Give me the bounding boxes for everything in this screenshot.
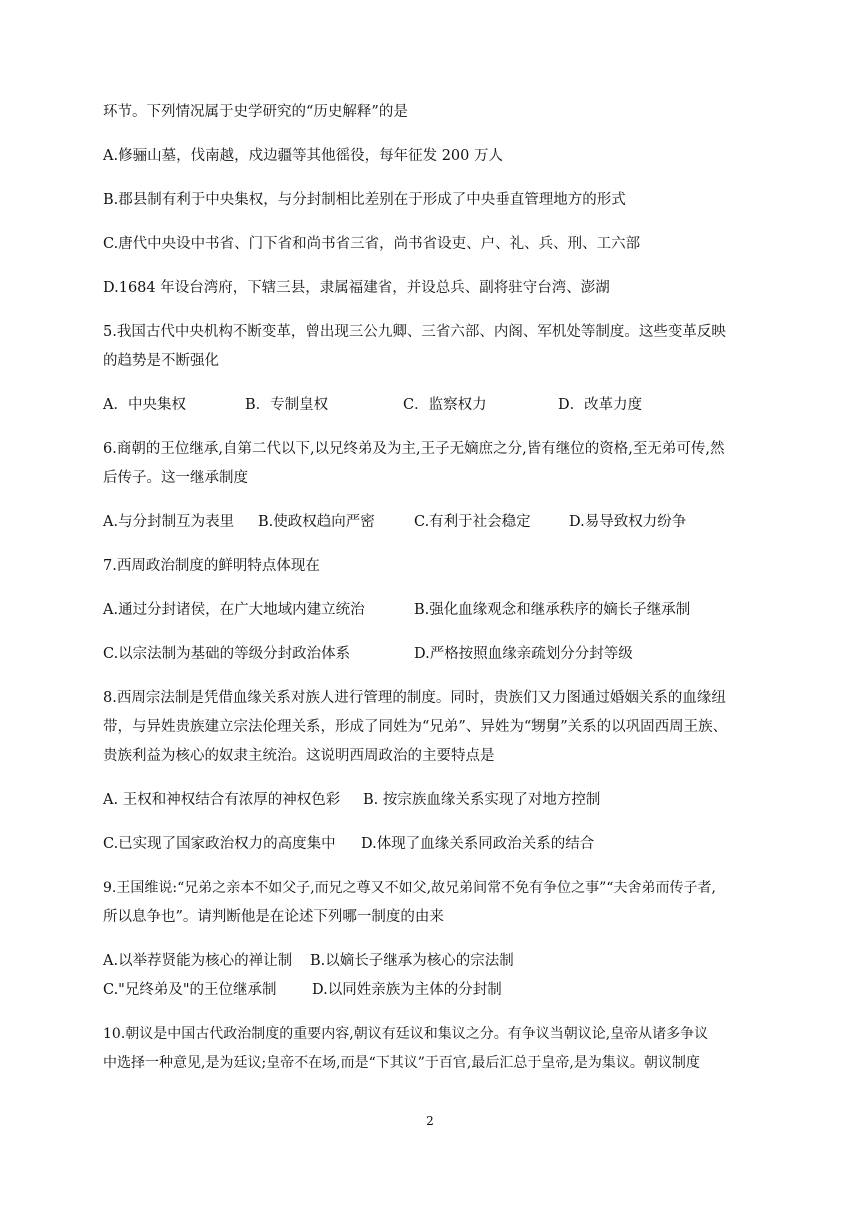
- question-4-option-d: D.1684 年设台湾府，下辖三县，隶属福建省，并设总兵、副将驻守台湾、澎湖: [103, 280, 610, 296]
- question-6-stem-line-2: 后传子。这一继承制度: [103, 470, 248, 486]
- question-8-stem-line-2: 带，与异姓贵族建立宗法伦理关系，形成了同姓为“兄弟”、异姓为“甥舅”关系的以巩固西周王族、: [103, 719, 728, 735]
- question-9-option-b: B.以嫡长子继承为核心的宗法制: [310, 953, 514, 969]
- question-7-stem: 7.西周政治制度的鲜明特点体现在: [103, 558, 320, 574]
- question-8-option-b: B. 按宗族血缘关系实现了对地方控制: [363, 792, 601, 808]
- question-4-option-a: A.修骊山墓，伐南越，戍边疆等其他徭役，每年征发 200 万人: [103, 148, 503, 164]
- page-number: 2: [426, 1114, 434, 1128]
- question-4-option-b: B.郡县制有利于中央集权，与分封制相比差别在于形成了中央垂直管理地方的形式: [103, 192, 626, 208]
- question-5-stem-line-1: 5.我国古代中央机构不断变革，曾出现三公九卿、三省六部、内阁、军机处等制度。这些变革反映: [103, 324, 726, 340]
- question-9-option-c: C."兄终弟及"的王位继承制: [103, 982, 277, 998]
- question-8-option-a: A. 王权和神权结合有浓厚的神权色彩: [103, 792, 341, 808]
- question-5-option-b: B．专制皇权: [245, 397, 329, 413]
- question-8-option-c: C.已实现了国家政治权力的高度集中: [103, 836, 336, 852]
- question-8-stem-line-3: 贵族利益为核心的奴隶主统治。这说明西周政治的主要特点是: [103, 748, 495, 764]
- question-6-option-c: C.有利于社会稳定: [414, 514, 531, 530]
- question-7-option-d: D.严格按照血缘亲疏划分分封等级: [414, 646, 633, 662]
- question-7-option-c: C.以宗法制为基础的等级分封政治体系: [103, 646, 351, 662]
- question-6-option-a: A.与分封制互为表里: [103, 514, 235, 530]
- question-6-stem-line-1: 6.商朝的王位继承,自第二代以下,以兄终弟及为主,王子无嫡庶之分,皆有继位的资格,至无弟可传,然: [103, 441, 725, 457]
- question-5-stem-line-2: 的趋势是不断强化: [103, 353, 219, 369]
- question-6-option-d: D.易导致权力纷争: [569, 514, 687, 530]
- question-9-option-d: D.以同姓亲族为主体的分封制: [312, 982, 502, 998]
- question-9-stem-line-1: 9.王国维说:“兄弟之亲本不如父子,而兄之尊又不如父,故兄弟间常不免有争位之事”“夫舍弟而传子者,: [103, 880, 716, 896]
- question-7-option-b: B.强化血缘观念和继承秩序的嫡长子继承制: [414, 602, 691, 618]
- question-7-option-a: A.通过分封诸侯，在广大地域内建立统治: [103, 602, 365, 618]
- question-10-stem-line-2: 中选择一种意见,是为廷议;皇帝不在场,而是“下其议”于百官,最后汇总于皇帝,是为集议。朝议制度: [103, 1055, 700, 1071]
- question-10-stem-line-1: 10.朝议是中国古代政治制度的重要内容,朝议有廷议和集议之分。有争议当朝议论,皇帝从诸多争议: [103, 1026, 709, 1042]
- question-4-option-c: C.唐代中央设中书省、门下省和尚书省三省，尚书省设吏、户、礼、兵、刑、工六部: [103, 236, 641, 252]
- question-5-option-d: D．改革力度: [558, 397, 643, 413]
- question-5-option-a: A．中央集权: [103, 397, 186, 413]
- question-6-option-b: B.使政权趋向严密: [258, 514, 375, 530]
- question-5-option-c: C．监察权力: [403, 397, 487, 413]
- question-8-option-d: D.体现了血缘关系同政治关系的结合: [361, 836, 595, 852]
- question-9-option-a: A.以举荐贤能为核心的禅让制: [103, 953, 293, 969]
- question-9-stem-line-2: 所以息争也”。请判断他是在论述下列哪一制度的由来: [103, 909, 444, 925]
- question-4-stem-tail: 环节。下列情况属于史学研究的“历史解释”的是: [103, 104, 408, 120]
- question-8-stem-line-1: 8.西周宗法制是凭借血缘关系对族人进行管理的制度。同时，贵族们又力图通过婚姻关系的血缘纽: [103, 690, 726, 706]
